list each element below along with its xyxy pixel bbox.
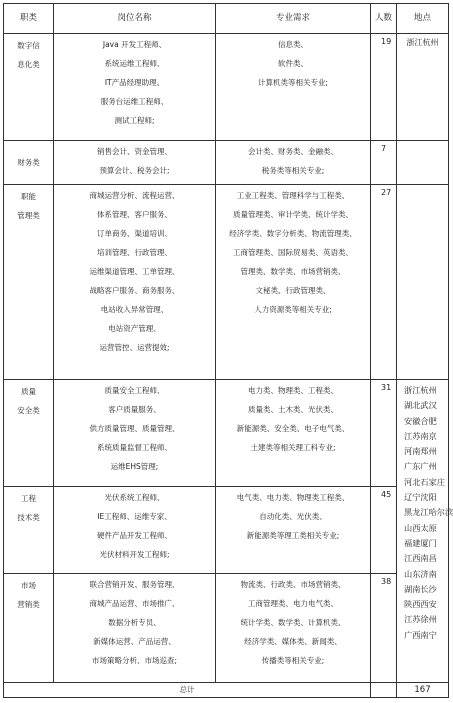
total-label: 总计 [4, 683, 371, 698]
location-item: 河南郑州 [404, 446, 437, 457]
total-row [4, 683, 449, 698]
location-item: 黑龙江哈尔滨 [404, 507, 453, 518]
major-item: 传播类等相关专业; [261, 656, 325, 665]
major-item: 经济学类、数字分析类、物流管理类、 [229, 229, 357, 238]
location-item: 浙江杭州 [404, 385, 437, 395]
major-item: 新能源类、安全类、电子电气类、 [236, 424, 350, 433]
location-cell: 浙江杭州 [397, 34, 449, 141]
major-item: 计算机类等相关专业; [257, 78, 329, 87]
count-cell: 45 [371, 487, 397, 574]
major-item: 电力类、物理类、工程类、 [248, 386, 338, 395]
header-count: 人数 [371, 4, 397, 34]
major-item: 新能源类等理工类相关专业; [246, 531, 340, 540]
category-cell [4, 380, 54, 487]
major-item: 软件类、 [278, 59, 308, 68]
location-item: 广西南宁 [404, 629, 437, 640]
category-line: 息化类 [17, 60, 40, 69]
major-item: 工商管理类、电力电气类、 [248, 599, 338, 608]
category-cell [4, 34, 54, 141]
position-item: 电站收入异常管理、 [100, 305, 169, 314]
position-item: 运维EHS管理; [110, 462, 159, 471]
major-item: 质量类、土木类、光伏类、 [248, 405, 338, 414]
position-item: 运维渠道管理、工单管理、 [89, 267, 180, 276]
position-item: 电站资产管理、 [108, 324, 161, 333]
major-item: 会计类、财务类、金融类、 [248, 147, 338, 156]
category-line: 管理类 [17, 211, 40, 220]
location-item: 山西太原 [404, 522, 437, 533]
position-item: 光伏材料开发工程师; [99, 550, 170, 559]
location-cell-empty [397, 141, 449, 185]
category-line: 数字信 [17, 41, 40, 50]
positions-cell [54, 141, 216, 185]
location-item: 湖南长沙 [404, 583, 437, 594]
major-item: 人力资源类等相关专业; [254, 305, 332, 314]
table-row [4, 574, 449, 683]
category-line: 安全类 [17, 406, 40, 415]
position-item: 供方质量管理、质量管理、 [89, 424, 180, 433]
position-item: 商城运营分析、流程运营、 [89, 191, 180, 200]
major-item: 信息类、 [278, 40, 308, 49]
count-cell: 7 [371, 141, 397, 185]
majors-cell [216, 34, 371, 141]
header-positions: 岗位名称 [54, 4, 216, 34]
category-cell [4, 141, 54, 185]
category-line: 技术类 [17, 513, 40, 522]
position-item: 订单商务、渠道培训、 [97, 229, 172, 238]
location-item: 江苏徐州 [404, 614, 437, 625]
major-item: 工业工程类、管理科学与工程类、 [236, 191, 350, 200]
major-item: 自动化类、光伏类、 [259, 512, 327, 521]
major-item: 物流类、行政类、市场营销类、 [240, 580, 346, 589]
position-item: IT产品经理助理、 [104, 78, 165, 87]
positions-cell [54, 380, 216, 487]
major-item: 工商管理类、国际贸易类、英语类、 [233, 248, 353, 257]
category-line: 营销类 [17, 600, 40, 609]
major-item: 电气类、电力类、物理类工程类、 [236, 493, 350, 502]
location-item: 福建厦门 [404, 537, 437, 548]
position-item: 硬件产品开发工程师、 [97, 531, 172, 540]
positions-cell [54, 34, 216, 141]
location-cell-empty [397, 185, 449, 380]
location-item: 辽宁沈阳 [404, 492, 437, 503]
category-line: 职能 [21, 192, 36, 201]
location-item: 广东广州 [404, 461, 437, 472]
position-item: 运营管控、运营提效; [99, 343, 170, 352]
table-row [4, 380, 449, 487]
position-item: 预算会计、税务会计; [99, 166, 170, 175]
header-location: 地点 [397, 4, 449, 34]
position-item: 数据分析专员、 [108, 618, 161, 627]
majors-cell [216, 185, 371, 380]
count-cell: 27 [371, 185, 397, 380]
header-majors: 专业需求 [216, 4, 371, 34]
category-line: 工程 [21, 494, 36, 503]
table-header-row [4, 4, 449, 34]
count-cell: 31 [371, 380, 397, 487]
recruitment-table [3, 3, 453, 698]
major-item: 质量管理类、审计学类、统计学类、 [233, 210, 353, 219]
table-row [4, 141, 449, 185]
location-item: 安徽合肥 [404, 415, 437, 426]
position-item: 联合营销开发、服务管理、 [89, 580, 180, 589]
header-category: 职类 [4, 4, 54, 34]
category-line: 市场 [21, 581, 36, 590]
position-item: 体系管理、客户服务、 [97, 210, 172, 219]
majors-cell [216, 574, 371, 683]
total-value: 167 [397, 683, 449, 698]
position-item: 新媒体运营、产品运营、 [93, 637, 176, 646]
position-item: 质量安全工程师、 [104, 386, 165, 395]
category-line: 财务类 [17, 158, 40, 167]
position-item: IE工程师、运维专家、 [97, 512, 172, 521]
position-item: 服务台运维工程师、 [100, 97, 169, 106]
count-cell: 19 [371, 34, 397, 141]
majors-cell [216, 487, 371, 574]
majors-cell [216, 141, 371, 185]
major-item: 文秘类、行政管理类、 [255, 286, 331, 295]
shared-locations-cell [397, 380, 453, 683]
positions-cell [54, 185, 216, 380]
category-cell [4, 487, 54, 574]
location-item: 山东济南 [404, 568, 437, 579]
table-row [4, 487, 449, 574]
major-item: 税务类等相关专业; [261, 166, 325, 175]
major-item: 管理类、数学类、市场营销类、 [240, 267, 346, 276]
position-item: 战略客户服务、商务服务、 [89, 286, 180, 295]
major-item: 统计学类、数学类、计算机类、 [240, 618, 346, 627]
position-item: 客户质量服务、 [108, 405, 161, 414]
positions-cell [54, 574, 216, 683]
majors-cell [216, 380, 371, 487]
positions-cell [54, 487, 216, 574]
major-item: 经济学类、媒体类、新闻类、 [244, 637, 342, 646]
table-row [4, 185, 449, 380]
location-item: 河北石家庄 [404, 476, 445, 487]
major-item: 土建类等相关理工科专业; [250, 443, 336, 452]
position-item: 培训管理、行政管理、 [97, 248, 172, 257]
position-item: 销售会计、资金管理、 [97, 147, 172, 156]
location-item: 江西南昌 [404, 553, 437, 564]
position-item: 系统质量监督工程师、 [97, 443, 172, 452]
position-item: Java 开发工程师、 [102, 40, 167, 49]
position-item: 测试工程师; [114, 116, 155, 125]
position-item: 光伏系统工程师、 [104, 493, 165, 502]
location-item: 湖北武汉 [404, 400, 437, 411]
category-cell [4, 185, 54, 380]
location-item: 陕西西安 [404, 599, 437, 610]
table-row [4, 34, 449, 141]
total-empty-cell [371, 683, 397, 698]
category-line: 质量 [21, 387, 36, 396]
position-item: 商城产品运营、市场推广、 [89, 599, 180, 608]
location-item: 江苏南京 [404, 430, 437, 441]
position-item: 系统运维工程师、 [104, 59, 165, 68]
category-cell [4, 574, 54, 683]
count-cell: 38 [371, 574, 397, 683]
position-item: 市场策略分析、市场巡查; [91, 656, 178, 665]
